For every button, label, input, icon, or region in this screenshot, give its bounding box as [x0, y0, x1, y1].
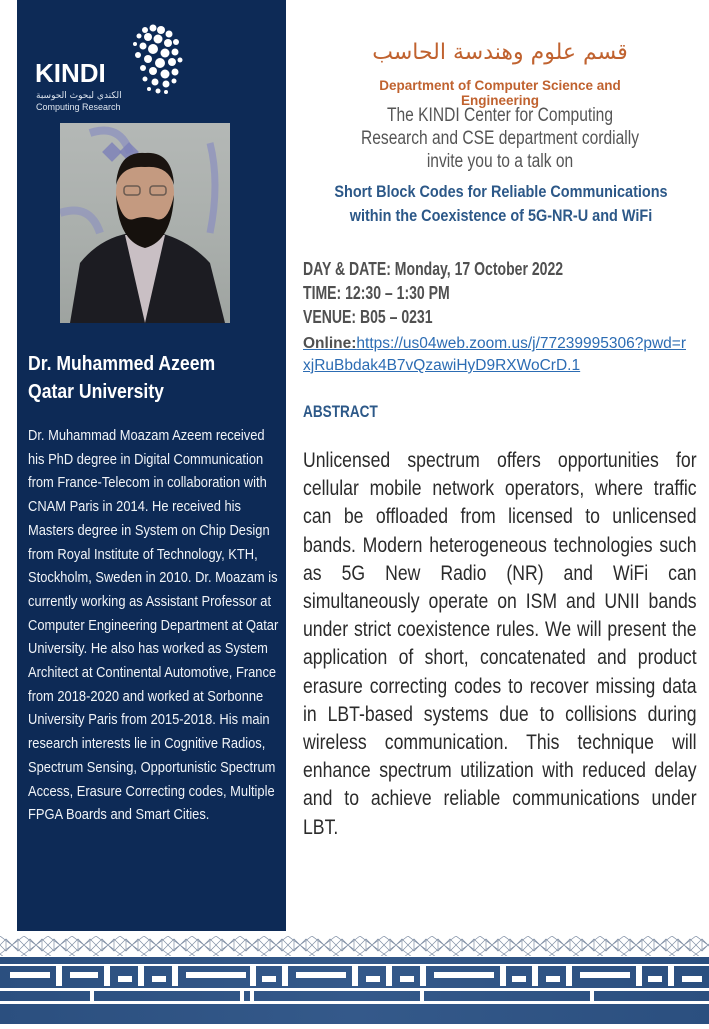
- logo-subtitle: Computing Research: [36, 102, 121, 112]
- globe-dots-icon: [115, 22, 185, 102]
- department-english-name: Department of Computer Science and Engineering: [379, 78, 621, 108]
- speaker-bio: Dr. Muhammad Moazam Azeem received his PhD degree in Digital Communication from France-Telecom in collaboration with CNAM Paris in 2014. He received his Masters degree in System on Chip Design from Royal Institute of Technology, KTH, Stockholm, Sweden in 2010. Dr. Moazam is currently working as Assistant Professor at Computer Engineering Department at Qatar University. He also has worked as System Architect at Continental Automotive, France from 2018-2020 and worked at Sorbonne University Paris from 2015-2018. His main research interests lie in Cognitive Radios, Spectrum Sensing, Opportunistic Spectrum Access, Erasure Correcting codes, Multiple FPGA Boards and Smart Cities.: [28, 427, 279, 824]
- speaker-photo: [60, 123, 230, 323]
- event-time: TIME: 12:30 – 1:30 PM: [303, 283, 450, 303]
- speaker-portrait: [60, 123, 230, 323]
- kufic-pattern-icon: [0, 936, 709, 1024]
- event-details: [303, 257, 631, 329]
- online-meeting: [303, 333, 693, 377]
- talk-title: Short Block Codes for Reliable Communications within the Coexistence of 5G-NR-U and WiFi: [334, 182, 668, 225]
- abstract-text: Unlicensed spectrum offers opportunities for cellular mobile network operators, where traffic can be offloaded from licensed to unlicensed bands. Modern heterogeneous technologies such as 5G New Radio (NR) and WiFi can simultaneously operate on ISM and UNII bands under strict coexistence rules. We will present the application of short, concatenated and product erasure correcting codes to recover missing data in LBT-based systems due to collisions during wireless communication. This technique will enhance spectrum utilization with reduced delay and to achieve reliable communications under LBT.: [303, 448, 697, 839]
- speaker-affiliation: Qatar University: [28, 381, 164, 403]
- zoom-meeting-link[interactable]: https://us04web.zoom.us/j/77239995306?pwd=rxjRuBbdak4B7vQzawiHyD9RXWoCrD.1: [303, 335, 686, 374]
- abstract-heading: ABSTRACT: [303, 402, 378, 421]
- invitation-text: The KINDI Center for Computing Research and CSE department cordially invite you to a talk on: [360, 105, 639, 172]
- logo-wordmark: KINDI: [35, 58, 106, 88]
- speaker-sidebar: [17, 0, 286, 931]
- speaker-heading: [28, 350, 248, 406]
- speaker-name: Dr. Muhammed Azeem: [28, 353, 216, 375]
- event-date: DAY & DATE: Monday, 17 October 2022: [303, 259, 564, 279]
- decorative-footer-pattern: [0, 936, 709, 1024]
- kindi-logo: [35, 22, 185, 112]
- department-arabic-name: قسم علوم وهندسة الحاسب: [372, 40, 628, 65]
- event-venue: VENUE: B05 – 0231: [303, 307, 433, 327]
- online-label: Online:: [303, 335, 357, 352]
- logo-arabic-subtitle: الكندي لبحوث الحوسبة: [36, 91, 122, 101]
